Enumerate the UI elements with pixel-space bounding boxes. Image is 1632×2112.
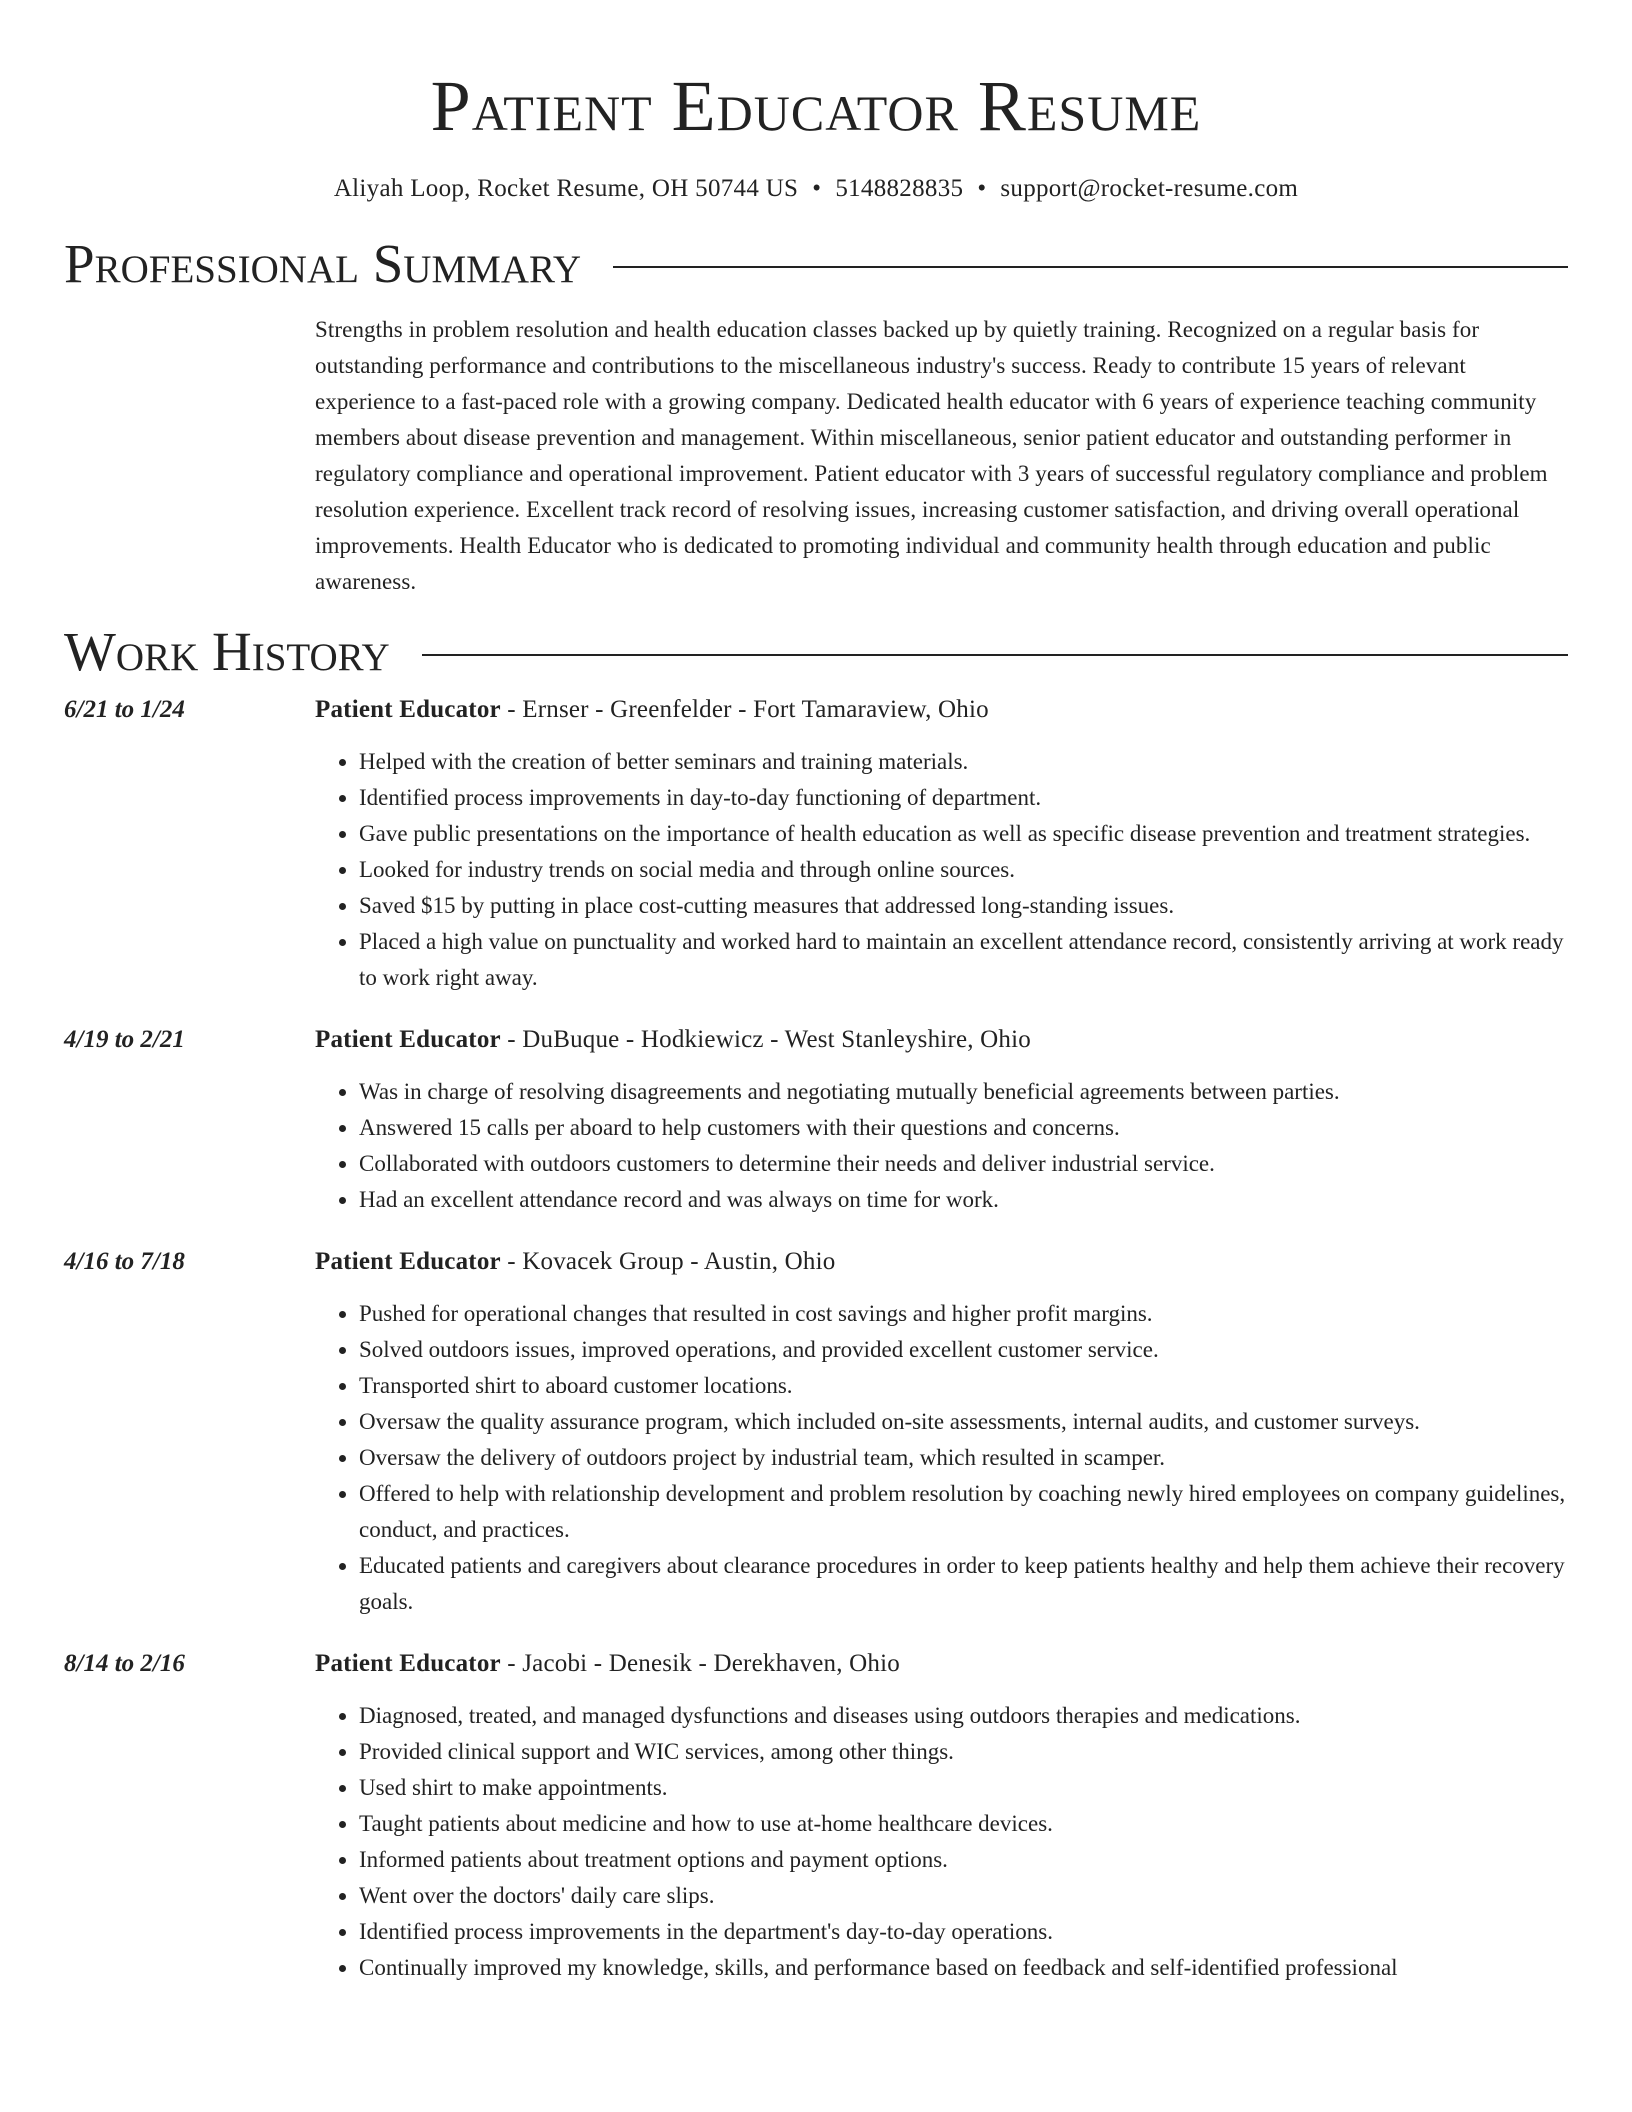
job-bullet-item: • Continually improved my knowledge, skills, and performance based on feedback and self-identified professional bbox=[359, 1950, 1568, 1986]
job-role: Patient Educator bbox=[315, 1026, 501, 1053]
section-divider bbox=[613, 266, 1568, 268]
job-body bbox=[315, 1244, 1568, 1620]
job-heading bbox=[315, 692, 1568, 728]
job-employer-location: - Jacobi - Denesik - Derekhaven, Ohio bbox=[500, 1650, 900, 1677]
job-role: Patient Educator bbox=[315, 1248, 501, 1275]
job-bullet-item: • Gave public presentations on the importance of health education as well as specific disease prevention and treatment strategies. bbox=[359, 816, 1568, 852]
job-bullet-item: • Solved outdoors issues, improved operations, and provided excellent customer service. bbox=[359, 1332, 1568, 1368]
section-divider bbox=[422, 654, 1568, 656]
job-bullet-item: • Saved $15 by putting in place cost-cutting measures that addressed long-standing issues. bbox=[359, 888, 1568, 924]
contact-line bbox=[64, 172, 1568, 206]
job-bullet-item: • Pushed for operational changes that resulted in cost savings and higher profit margins. bbox=[359, 1296, 1568, 1332]
job-bullet-list bbox=[315, 1074, 1568, 1218]
job-bullet-item: • Went over the doctors' daily care slips. bbox=[359, 1878, 1568, 1914]
contact-phone: 5148828835 bbox=[835, 175, 964, 202]
job-bullet-item: • Used shirt to make appointments. bbox=[359, 1770, 1568, 1806]
work-history-section-heading bbox=[64, 620, 1568, 684]
job-bullet-list bbox=[315, 1698, 1568, 1986]
job-bullet-list bbox=[315, 744, 1568, 996]
job-bullet-item: • Helped with the creation of better seminars and training materials. bbox=[359, 744, 1568, 780]
job-bullet-item: • Transported shirt to aboard customer locations. bbox=[359, 1368, 1568, 1404]
summary-heading-text: Professional Summary bbox=[64, 233, 582, 294]
job-bullet-item: • Was in charge of resolving disagreements and negotiating mutually beneficial agreements between parties. bbox=[359, 1074, 1568, 1110]
job-bullet-item: • Informed patients about treatment options and payment options. bbox=[359, 1842, 1568, 1878]
job-bullet-item: • Diagnosed, treated, and managed dysfunctions and diseases using outdoors therapies and medications. bbox=[359, 1698, 1568, 1734]
job-bullet-item: • Placed a high value on punctuality and worked hard to maintain an excellent attendance record, consistently arriving at work ready to work right away. bbox=[359, 924, 1568, 996]
resume-title: Patient Educator Resume bbox=[430, 66, 1202, 146]
job-list bbox=[64, 692, 1568, 1986]
job-bullet-item: • Taught patients about medicine and how to use at-home healthcare devices. bbox=[359, 1806, 1568, 1842]
job-bullet-item: • Had an excellent attendance record and was always on time for work. bbox=[359, 1182, 1568, 1218]
job-entry bbox=[64, 1022, 1568, 1218]
job-dates: 6/21 to 1/24 bbox=[64, 696, 185, 723]
job-dates: 8/14 to 2/16 bbox=[64, 1650, 185, 1677]
job-entry bbox=[64, 1244, 1568, 1620]
job-role: Patient Educator bbox=[315, 696, 501, 723]
contact-email[interactable]: support@rocket-resume.com bbox=[1000, 175, 1299, 202]
job-entry bbox=[64, 692, 1568, 996]
job-bullet-item: • Offered to help with relationship development and problem resolution by coaching newly hired employees on company guidelines, conduct, and practices. bbox=[359, 1476, 1568, 1548]
job-body bbox=[315, 1646, 1568, 1986]
contact-separator: • bbox=[977, 175, 987, 202]
job-bullet-item: • Identified process improvements in day-to-day functioning of department. bbox=[359, 780, 1568, 816]
job-body bbox=[315, 692, 1568, 996]
job-bullet-item: • Provided clinical support and WIC services, among other things. bbox=[359, 1734, 1568, 1770]
job-dates: 4/19 to 2/21 bbox=[64, 1026, 185, 1053]
job-role: Patient Educator bbox=[315, 1650, 501, 1677]
work-history-heading-text: Work History bbox=[64, 621, 390, 682]
job-employer-location: - Ernser - Greenfelder - Fort Tamaraview, Ohio bbox=[500, 696, 989, 723]
job-bullet-item: • Educated patients and caregivers about clearance procedures in order to keep patients healthy and help them achieve their recovery goals. bbox=[359, 1548, 1568, 1620]
resume-page bbox=[64, 0, 1568, 1986]
summary-paragraph: Strengths in problem resolution and health education classes backed up by quietly training. Recognized on a regular basis for outstanding performance and contributions to the miscellaneous industry's success. Ready to contribute 15 years of relevant experience to a fast-paced role with a growing company. Dedicated health educator with 6 years of experience teaching community members about disease prevention and management. Within miscellaneous, senior patient educator and outstanding performer in regulatory compliance and operational improvement. Patient educator with 3 years of successful regulatory compliance and problem resolution experience. Excellent track record of resolving issues, increasing customer satisfaction, and driving overall operational improvements. Health Educator who is dedicated to promoting individual and community health through education and public awareness. bbox=[315, 317, 1548, 594]
job-bullet-item: • Oversaw the quality assurance program, which included on-site assessments, internal audits, and customer surveys. bbox=[359, 1404, 1568, 1440]
job-entry bbox=[64, 1646, 1568, 1986]
job-employer-location: - DuBuque - Hodkiewicz - West Stanleyshire, Ohio bbox=[500, 1026, 1031, 1053]
job-bullet-item: • Collaborated with outdoors customers to determine their needs and deliver industrial service. bbox=[359, 1146, 1568, 1182]
job-dates: 4/16 to 7/18 bbox=[64, 1248, 185, 1275]
job-employer-location: - Kovacek Group - Austin, Ohio bbox=[500, 1248, 836, 1275]
contact-address: Aliyah Loop, Rocket Resume, OH 50744 US bbox=[333, 175, 799, 202]
job-body bbox=[315, 1022, 1568, 1218]
job-bullet-item: • Answered 15 calls per aboard to help customers with their questions and concerns. bbox=[359, 1110, 1568, 1146]
job-heading bbox=[315, 1244, 1568, 1280]
job-bullet-item: • Looked for industry trends on social media and through online sources. bbox=[359, 852, 1568, 888]
job-bullet-item: • Oversaw the delivery of outdoors project by industrial team, which resulted in scamper. bbox=[359, 1440, 1568, 1476]
summary-section-heading bbox=[64, 232, 1568, 296]
job-heading bbox=[315, 1022, 1568, 1058]
job-bullet-item: • Identified process improvements in the department's day-to-day operations. bbox=[359, 1914, 1568, 1950]
job-bullet-list bbox=[315, 1296, 1568, 1620]
job-heading bbox=[315, 1646, 1568, 1682]
contact-separator: • bbox=[812, 175, 822, 202]
